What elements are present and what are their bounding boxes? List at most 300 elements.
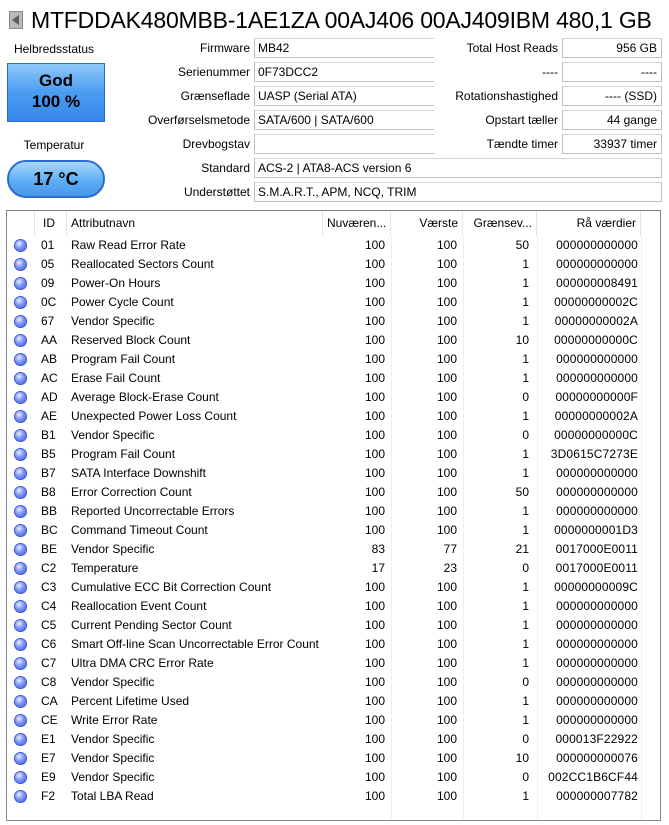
attribute-id: AC: [41, 371, 58, 385]
attribute-threshold: 1: [522, 276, 529, 290]
table-row[interactable]: [7, 483, 661, 502]
table-row[interactable]: [7, 426, 661, 445]
power-on-count-label: Opstart tæller: [485, 113, 558, 127]
column-header-name[interactable]: Attributnavn: [67, 211, 323, 236]
health-status-text: God: [39, 71, 73, 90]
attribute-threshold: 1: [522, 580, 529, 594]
attribute-raw-value: 000000007782: [556, 789, 638, 803]
row-status-cell: [14, 445, 28, 464]
attribute-name: Cumulative ECC Bit Correction Count: [71, 580, 272, 594]
attribute-worst: 23: [443, 561, 457, 575]
column-header-raw[interactable]: Rå værdier: [537, 211, 641, 236]
attribute-threshold: 1: [522, 504, 529, 518]
attribute-raw-value: 000000000000: [556, 466, 638, 480]
attribute-raw-value: 000000000000: [556, 656, 638, 670]
status-good-dot-icon: [14, 429, 27, 442]
attribute-name: Vendor Specific: [71, 732, 155, 746]
status-good-dot-icon: [14, 752, 27, 765]
attribute-raw-value: 00000000000F: [555, 390, 638, 404]
attribute-threshold: 0: [522, 390, 529, 404]
attribute-current: 100: [364, 675, 385, 689]
row-status-cell: [14, 540, 28, 559]
row-status-cell: [14, 673, 28, 692]
table-row[interactable]: [7, 255, 661, 274]
attribute-threshold: 0: [522, 732, 529, 746]
attribute-threshold: 50: [515, 238, 529, 252]
attribute-raw-value: 000000000000: [556, 713, 638, 727]
attribute-name: Vendor Specific: [71, 751, 155, 765]
row-status-cell: [14, 350, 28, 369]
table-row[interactable]: [7, 388, 661, 407]
attribute-worst: 100: [436, 257, 457, 271]
status-good-dot-icon: [14, 277, 27, 290]
health-status-label: Helbredsstatus: [13, 42, 95, 56]
attribute-current: 83: [371, 542, 385, 556]
health-status-badge[interactable]: [7, 63, 105, 122]
attribute-name: Total LBA Read: [71, 789, 154, 803]
row-status-cell: [14, 559, 28, 578]
row-status-cell: [14, 711, 28, 730]
row-status-cell: [14, 293, 28, 312]
attribute-raw-value: 000000000000: [556, 257, 638, 271]
attribute-id: B7: [41, 466, 56, 480]
attribute-current: 100: [364, 238, 385, 252]
status-good-dot-icon: [14, 600, 27, 613]
attribute-id: CA: [41, 694, 58, 708]
title-bar: [0, 0, 669, 40]
attribute-raw-value: 000000000000: [556, 352, 638, 366]
attribute-threshold: 0: [522, 675, 529, 689]
attribute-name: Reallocated Sectors Count: [71, 257, 214, 271]
attribute-threshold: 1: [522, 371, 529, 385]
row-status-cell: [14, 502, 28, 521]
table-row[interactable]: [7, 502, 661, 521]
attribute-worst: 100: [436, 751, 457, 765]
attribute-threshold: 1: [522, 618, 529, 632]
attribute-id: C5: [41, 618, 57, 632]
attribute-worst: 100: [436, 447, 457, 461]
attribute-raw-value: 000000008491: [556, 276, 638, 290]
row-status-cell: [14, 407, 28, 426]
row-status-cell: [14, 787, 28, 806]
attribute-threshold: 1: [522, 257, 529, 271]
attribute-current: 100: [364, 466, 385, 480]
attribute-raw-value: 00000000009C: [554, 580, 638, 594]
status-good-dot-icon: [14, 581, 27, 594]
transfer-mode-label: Overførselsmetode: [147, 113, 250, 127]
attribute-threshold: 1: [522, 637, 529, 651]
attribute-name: Power Cycle Count: [71, 295, 174, 309]
row-status-cell: [14, 692, 28, 711]
table-row[interactable]: [7, 540, 661, 559]
attribute-current: 100: [364, 713, 385, 727]
table-row[interactable]: [7, 312, 661, 331]
attribute-id: F2: [41, 789, 56, 803]
attribute-threshold: 10: [515, 751, 529, 765]
attribute-worst: 100: [436, 466, 457, 480]
column-header-status[interactable]: [7, 211, 35, 236]
attribute-name: Program Fail Count: [71, 352, 176, 366]
table-row[interactable]: [7, 293, 661, 312]
table-row[interactable]: [7, 749, 661, 768]
attribute-threshold: 1: [522, 314, 529, 328]
smart-attributes-table[interactable]: [6, 210, 661, 821]
attribute-worst: 100: [436, 390, 457, 404]
attribute-current: 100: [364, 770, 385, 784]
table-row[interactable]: [7, 787, 661, 806]
power-on-hours-label: Tændte timer: [486, 137, 558, 151]
status-good-dot-icon: [14, 486, 27, 499]
status-good-dot-icon: [14, 676, 27, 689]
attribute-current: 100: [364, 276, 385, 290]
attribute-current: 100: [364, 371, 385, 385]
attribute-threshold: 1: [522, 523, 529, 537]
attribute-id: C3: [41, 580, 57, 594]
attribute-raw-value: 0017000E0011: [555, 542, 638, 556]
table-row[interactable]: [7, 616, 661, 635]
status-good-dot-icon: [14, 562, 27, 575]
attribute-threshold: 1: [522, 352, 529, 366]
attribute-id: 67: [41, 314, 55, 328]
attribute-raw-value: 3D0615C7273E: [550, 447, 638, 461]
table-row[interactable]: [7, 236, 661, 255]
status-good-dot-icon: [14, 619, 27, 632]
attribute-id: B1: [41, 428, 56, 442]
blank-stat-value: ----: [562, 62, 662, 82]
status-good-dot-icon: [14, 296, 27, 309]
table-row[interactable]: [7, 635, 661, 654]
attribute-id: AB: [41, 352, 58, 366]
interface-label: Grænseflade: [180, 89, 250, 103]
attribute-raw-value: 00000000002A: [554, 409, 638, 423]
attribute-current: 100: [364, 295, 385, 309]
previous-disk-arrow-icon[interactable]: [9, 11, 23, 29]
attribute-current: 100: [364, 485, 385, 499]
attribute-threshold: 10: [515, 333, 529, 347]
attribute-name: Reallocation Event Count: [71, 599, 207, 613]
attribute-current: 100: [364, 352, 385, 366]
attribute-raw-value: 000000000000: [556, 675, 638, 689]
attribute-name: SATA Interface Downshift: [71, 466, 206, 480]
attribute-id: B8: [41, 485, 56, 499]
table-row[interactable]: [7, 407, 661, 426]
status-good-dot-icon: [14, 410, 27, 423]
attribute-worst: 100: [436, 580, 457, 594]
attribute-name: Reserved Block Count: [71, 333, 191, 347]
row-status-cell: [14, 255, 28, 274]
attribute-current: 100: [364, 523, 385, 537]
interface-value: UASP (Serial ATA): [254, 86, 434, 106]
attribute-raw-value: 000000000000: [556, 238, 638, 252]
attribute-name: Program Fail Count: [71, 447, 176, 461]
attribute-id: BB: [41, 504, 58, 518]
attribute-id: E9: [41, 770, 56, 784]
serial-label: Serienummer: [177, 65, 250, 79]
attribute-raw-value: 000000000076: [556, 751, 638, 765]
attribute-id: AE: [41, 409, 58, 423]
status-good-dot-icon: [14, 505, 27, 518]
attribute-current: 100: [364, 618, 385, 632]
attribute-worst: 100: [436, 599, 457, 613]
attribute-current: 100: [364, 257, 385, 271]
status-good-dot-icon: [14, 448, 27, 461]
attribute-id: C7: [41, 656, 57, 670]
attribute-id: C4: [41, 599, 57, 613]
status-good-dot-icon: [14, 467, 27, 480]
status-good-dot-icon: [14, 790, 27, 803]
row-status-cell: [14, 236, 28, 255]
attribute-raw-value: 000013F22922: [555, 732, 638, 746]
attribute-raw-value: 0000000001D3: [554, 523, 638, 537]
status-good-dot-icon: [14, 771, 27, 784]
row-status-cell: [14, 464, 28, 483]
attribute-current: 100: [364, 580, 385, 594]
attribute-current: 100: [364, 637, 385, 651]
attribute-worst: 100: [436, 770, 457, 784]
row-status-cell: [14, 483, 28, 502]
attribute-raw-value: 000000000000: [556, 694, 638, 708]
attribute-raw-value: 000000000000: [556, 485, 638, 499]
table-row[interactable]: [7, 711, 661, 730]
attribute-name: Raw Read Error Rate: [71, 238, 186, 252]
attribute-current: 100: [364, 390, 385, 404]
row-status-cell: [14, 597, 28, 616]
attribute-name: Error Correction Count: [71, 485, 192, 499]
attribute-name: Vendor Specific: [71, 428, 155, 442]
attribute-current: 100: [364, 789, 385, 803]
attribute-threshold: 1: [522, 466, 529, 480]
blank-stat-label: ----: [542, 65, 558, 79]
attribute-worst: 100: [436, 333, 457, 347]
attribute-raw-value: 00000000000C: [554, 428, 638, 442]
table-row[interactable]: [7, 692, 661, 711]
status-good-dot-icon: [14, 714, 27, 727]
status-good-dot-icon: [14, 733, 27, 746]
drive-letter-label: Drevbogstav: [182, 137, 250, 151]
status-good-dot-icon: [14, 334, 27, 347]
attribute-current: 100: [364, 656, 385, 670]
attribute-name: Power-On Hours: [71, 276, 161, 290]
row-status-cell: [14, 730, 28, 749]
attribute-worst: 100: [436, 238, 457, 252]
row-status-cell: [14, 331, 28, 350]
attribute-worst: 77: [443, 542, 457, 556]
table-row[interactable]: [7, 578, 661, 597]
firmware-label: Firmware: [200, 41, 250, 55]
attribute-raw-value: 00000000002A: [554, 314, 638, 328]
attribute-worst: 100: [436, 675, 457, 689]
table-row[interactable]: [7, 559, 661, 578]
attribute-id: 05: [41, 257, 55, 271]
status-good-dot-icon: [14, 524, 27, 537]
attribute-threshold: 1: [522, 713, 529, 727]
row-status-cell: [14, 616, 28, 635]
row-status-cell: [14, 426, 28, 445]
attribute-name: Percent Lifetime Used: [71, 694, 190, 708]
power-on-count-value: 44 gange: [562, 110, 662, 130]
attribute-raw-value: 00000000002C: [554, 295, 638, 309]
attribute-id: BE: [41, 542, 58, 556]
attribute-id: AD: [41, 390, 58, 404]
table-row[interactable]: [7, 597, 661, 616]
attribute-worst: 100: [436, 428, 457, 442]
attribute-raw-value: 00000000000C: [554, 333, 638, 347]
attribute-current: 100: [364, 694, 385, 708]
attribute-name: Vendor Specific: [71, 770, 155, 784]
table-row[interactable]: [7, 274, 661, 293]
attribute-threshold: 21: [515, 542, 529, 556]
attribute-id: CE: [41, 713, 58, 727]
attribute-name: Ultra DMA CRC Error Rate: [71, 656, 214, 670]
column-header-threshold[interactable]: Grænsev...: [463, 211, 537, 236]
attribute-worst: 100: [436, 523, 457, 537]
row-status-cell: [14, 521, 28, 540]
attribute-current: 100: [364, 447, 385, 461]
status-good-dot-icon: [14, 353, 27, 366]
attribute-name: Current Pending Sector Count: [71, 618, 232, 632]
status-good-dot-icon: [14, 315, 27, 328]
attribute-name: Unexpected Power Loss Count: [71, 409, 237, 423]
attribute-raw-value: 0017000E0011: [555, 561, 638, 575]
row-status-cell: [14, 578, 28, 597]
rotation-value: ---- (SSD): [562, 86, 662, 106]
rotation-label: Rotationshastighed: [455, 89, 558, 103]
features-value: S.M.A.R.T., APM, NCQ, TRIM: [254, 182, 662, 202]
standard-label: Standard: [201, 161, 250, 175]
row-status-cell: [14, 312, 28, 331]
attribute-worst: 100: [436, 295, 457, 309]
health-percent: 100 %: [31, 92, 81, 111]
attribute-threshold: 1: [522, 789, 529, 803]
attribute-threshold: 1: [522, 694, 529, 708]
attribute-current: 100: [364, 732, 385, 746]
table-row[interactable]: [7, 768, 661, 787]
attribute-worst: 100: [436, 352, 457, 366]
attribute-raw-value: 000000000000: [556, 504, 638, 518]
table-row[interactable]: [7, 464, 661, 483]
attribute-raw-value: 000000000000: [556, 637, 638, 651]
table-row[interactable]: [7, 350, 661, 369]
attribute-name: Vendor Specific: [71, 542, 155, 556]
attribute-id: C6: [41, 637, 57, 651]
attribute-id: 09: [41, 276, 55, 290]
host-reads-label: Total Host Reads: [466, 41, 558, 55]
attribute-raw-value: 000000000000: [556, 371, 638, 385]
row-status-cell: [14, 768, 28, 787]
attribute-worst: 100: [436, 314, 457, 328]
attribute-current: 100: [364, 504, 385, 518]
row-status-cell: [14, 654, 28, 673]
attribute-worst: 100: [436, 409, 457, 423]
attribute-threshold: 0: [522, 561, 529, 575]
attribute-worst: 100: [436, 485, 457, 499]
attribute-threshold: 1: [522, 295, 529, 309]
attribute-name: Write Error Rate: [71, 713, 158, 727]
attribute-current: 100: [364, 314, 385, 328]
status-good-dot-icon: [14, 657, 27, 670]
attribute-name: Average Block-Erase Count: [71, 390, 219, 404]
table-row[interactable]: [7, 654, 661, 673]
attribute-worst: 100: [436, 656, 457, 670]
row-status-cell: [14, 369, 28, 388]
temperature-badge[interactable]: 17 °C: [7, 160, 105, 198]
attribute-id: C2: [41, 561, 57, 575]
attribute-threshold: 50: [515, 485, 529, 499]
attribute-threshold: 1: [522, 447, 529, 461]
attribute-worst: 100: [436, 789, 457, 803]
attribute-threshold: 0: [522, 428, 529, 442]
status-good-dot-icon: [14, 543, 27, 556]
disk-title: MTFDDAK480MBB-1AE1ZA 00AJ406 00AJ409IBM 480,1 GB: [31, 7, 652, 33]
attribute-worst: 100: [436, 637, 457, 651]
attribute-current: 100: [364, 599, 385, 613]
attribute-id: E1: [41, 732, 56, 746]
attribute-worst: 100: [436, 713, 457, 727]
transfer-mode-value: SATA/600 | SATA/600: [254, 110, 434, 130]
attribute-current: 100: [364, 333, 385, 347]
drive-letter-value: [254, 134, 434, 154]
attribute-current: 17: [371, 561, 385, 575]
status-good-dot-icon: [14, 239, 27, 252]
status-good-dot-icon: [14, 391, 27, 404]
power-on-hours-value: 33937 timer: [562, 134, 662, 154]
attribute-id: 01: [41, 238, 55, 252]
attribute-name: Vendor Specific: [71, 675, 155, 689]
attribute-name: Command Timeout Count: [71, 523, 208, 537]
attribute-raw-value: 000000000000: [556, 599, 638, 613]
row-status-cell: [14, 274, 28, 293]
temperature-label: Temperatur: [23, 138, 85, 152]
table-row[interactable]: [7, 331, 661, 350]
attribute-worst: 100: [436, 504, 457, 518]
attribute-threshold: 1: [522, 599, 529, 613]
attribute-name: Erase Fail Count: [71, 371, 161, 385]
attribute-threshold: 0: [522, 770, 529, 784]
attribute-worst: 100: [436, 276, 457, 290]
table-row[interactable]: [7, 369, 661, 388]
column-header-current[interactable]: Nuværen...: [323, 211, 391, 236]
row-status-cell: [14, 635, 28, 654]
row-status-cell: [14, 388, 28, 407]
table-row[interactable]: [7, 730, 661, 749]
status-good-dot-icon: [14, 638, 27, 651]
attribute-name: Smart Off-line Scan Uncorrectable Error Count: [71, 637, 319, 651]
attribute-name: Vendor Specific: [71, 314, 155, 328]
table-row[interactable]: [7, 445, 661, 464]
attribute-worst: 100: [436, 732, 457, 746]
attribute-id: B5: [41, 447, 56, 461]
attribute-id: AA: [41, 333, 58, 347]
column-header-worst[interactable]: Værste: [391, 211, 463, 236]
features-label: Understøttet: [183, 185, 250, 199]
standard-value: ACS-2 | ATA8-ACS version 6: [254, 158, 662, 178]
attribute-raw-value: 002CC1B6CF44: [548, 770, 638, 784]
attribute-worst: 100: [436, 618, 457, 632]
attribute-name: Temperature: [71, 561, 139, 575]
attribute-current: 100: [364, 409, 385, 423]
attribute-id: 0C: [41, 295, 57, 309]
serial-value: 0F73DCC2: [254, 62, 434, 82]
table-row[interactable]: [7, 673, 661, 692]
table-row[interactable]: [7, 521, 661, 540]
attribute-worst: 100: [436, 371, 457, 385]
attribute-id: E7: [41, 751, 56, 765]
attribute-id: BC: [41, 523, 58, 537]
status-good-dot-icon: [14, 372, 27, 385]
attribute-raw-value: 000000000000: [556, 618, 638, 632]
column-header-id[interactable]: ID: [35, 211, 67, 236]
status-good-dot-icon: [14, 695, 27, 708]
